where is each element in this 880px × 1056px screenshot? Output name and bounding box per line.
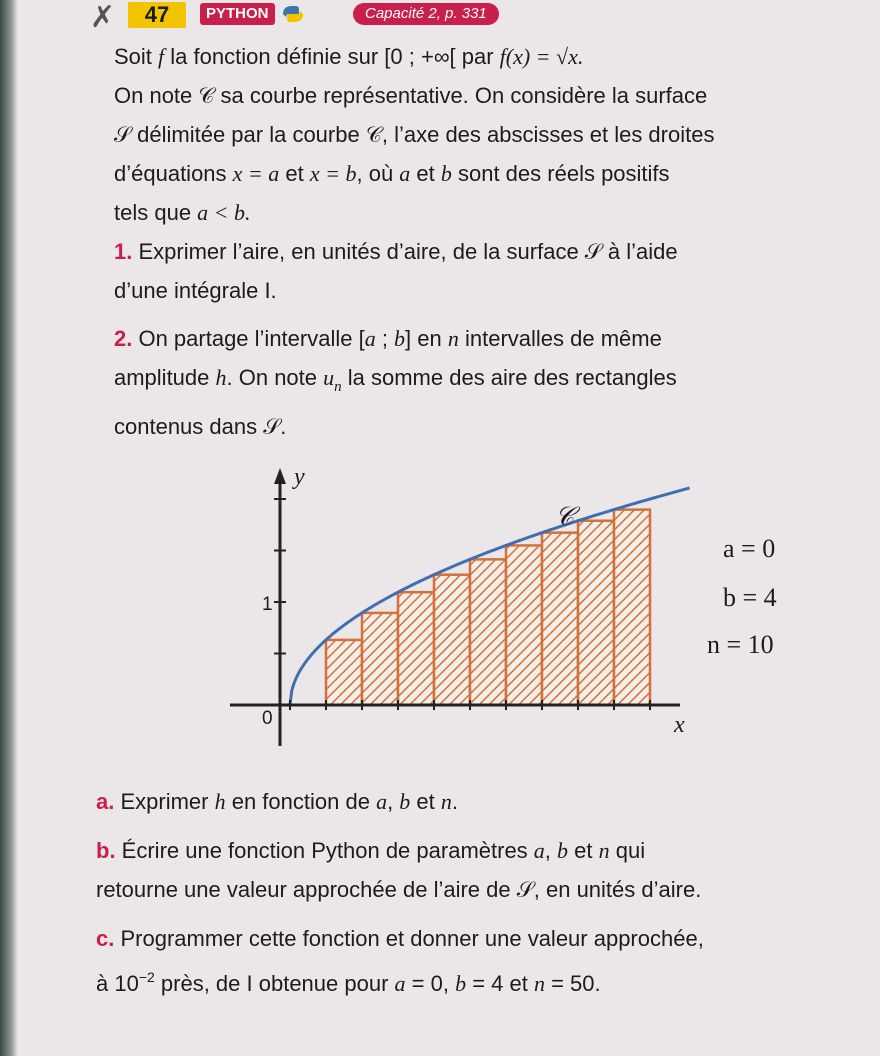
- riemann-rectangle: [542, 533, 578, 705]
- question-letter: a.: [96, 789, 115, 814]
- python-tag: PYTHON: [200, 3, 275, 25]
- question-letter: c.: [96, 926, 115, 951]
- y-tick-label-one: 1: [262, 594, 273, 615]
- page-binding-shadow: [0, 0, 18, 1056]
- question-2-line-3: contenus dans 𝒮.: [114, 414, 287, 439]
- y-axis-label: y: [294, 464, 305, 490]
- riemann-rectangle: [506, 545, 542, 705]
- riemann-rectangle: [614, 510, 650, 705]
- x-axis-label: x: [674, 712, 685, 738]
- question-2-line-2: amplitude h. On note $u_n$ la somme des aire des rectangles: [114, 365, 677, 395]
- riemann-rectangle: [326, 640, 362, 705]
- origin-label: 0: [262, 708, 273, 729]
- question-2-line-1: 2. On partage l’intervalle [a ; b] en n intervalles de même: [114, 326, 662, 351]
- curve-label: 𝒞: [555, 502, 574, 531]
- capacity-reference-tag: Capacité 2, p. 331: [353, 3, 499, 25]
- intro-line-5: tels que a < b.: [114, 200, 251, 225]
- question-2: [114, 319, 864, 446]
- question-number: 2.: [114, 326, 133, 351]
- question-number: 1.: [114, 239, 133, 264]
- intro-line-1: Soit f la fonction définie sur [0 ; +∞[ par f(x) = √x.: [114, 44, 584, 69]
- question-2b-line-2: retourne une valeur approchée de l’aire de 𝒮, en unités d’aire.: [96, 877, 702, 902]
- riemann-rectangle: [398, 592, 434, 705]
- question-2c-line-1: c. Programmer cette fonction et donner une valeur approchée,: [96, 926, 704, 951]
- riemann-rectangle: [470, 559, 506, 705]
- riemann-rectangle: [578, 521, 614, 705]
- param-b: b = 4: [723, 583, 777, 612]
- python-logo-icon: [280, 3, 306, 25]
- intro-line-4: d’équations x = a et x = b, où a et b sont des réels positifs: [114, 161, 670, 186]
- intro-line-3: 𝒮 délimitée par la courbe 𝒞, l’axe des abscisses et les droites: [114, 122, 715, 147]
- question-2b-line-1: b. Écrire une fonction Python de paramètres a, b et n qui: [96, 838, 646, 863]
- exercise-number: 47: [128, 2, 186, 28]
- intro-line-2: On note 𝒞 sa courbe représentative. On considère la surface: [114, 83, 708, 108]
- question-1-line-1: 1. Exprimer l’aire, en unités d’aire, de la surface 𝒮 à l’aide: [114, 239, 678, 264]
- question-letter: b.: [96, 838, 116, 863]
- y-axis-arrow: [274, 468, 286, 484]
- question-1-line-2: d’une intégrale I.: [114, 278, 277, 303]
- param-n: n = 10: [707, 630, 774, 659]
- riemann-rectangle: [362, 613, 398, 705]
- exercise-header: [90, 0, 590, 35]
- question-2c-line-2: à $10^{-2}$ près, de I obtenue pour a = 0, b = 4 et n = 50.: [96, 969, 601, 996]
- exercise-intro: [114, 37, 864, 232]
- question-2c: [96, 919, 871, 1003]
- riemann-sum-graph: [210, 458, 820, 758]
- param-a: a = 0: [723, 534, 776, 563]
- question-1: [114, 232, 864, 310]
- question-2a: a. Exprimer h en fonction de a, b et n.: [96, 789, 458, 814]
- handwritten-cross-mark: ✗: [90, 0, 116, 35]
- question-2b: [96, 831, 866, 909]
- riemann-rectangle: [434, 575, 470, 705]
